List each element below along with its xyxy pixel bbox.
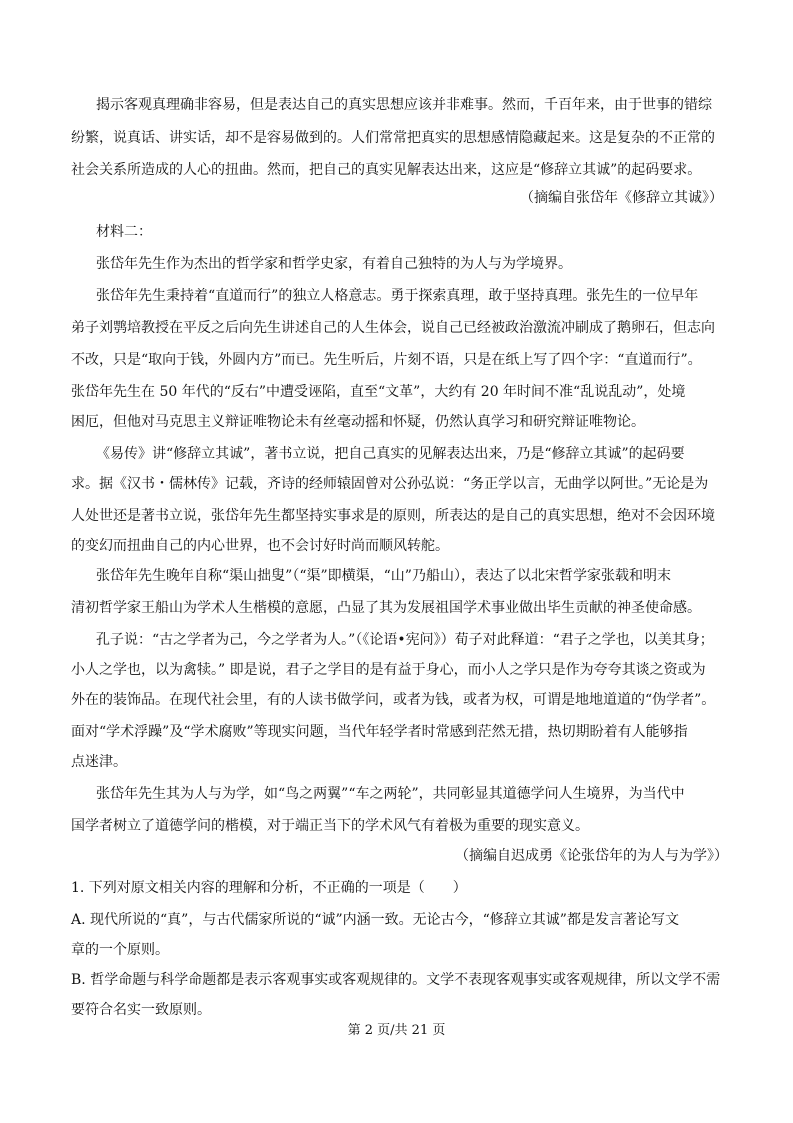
option-a: A. 现代所说的“真”，与古代儒家所说的“诚”内涵一致。无论古今，“修辞立其诚”都是发言著论写文 [71,912,679,928]
source-citation: （摘编自迟成勇《论张岱年的为人与为学》） [455,848,728,864]
text-line: 困厄，但他对马克思主义辩证唯物论未有丝毫动摇和怀疑，仍然认真学习和研究辩证唯物论。 [71,414,645,430]
text-line: 点迷津。 [71,754,127,770]
text-line: 外在的装饰品。在现代社会里，有的人读书做学问，或者为钱，或者为权，可谓是地地道道的“伪学者”。 [71,692,716,708]
text-line: 清初哲学家王船山为学术人生楷模的意愿，凸显了其为发展祖国学术事业做出毕生贡献的神圣使命感。 [71,600,701,616]
text-line: 张岱年先生秉持着“直道而行”的独立人格意志。勇于探索真理，敢于坚持真理。张先生的一位早年 [96,288,699,304]
text-line: 国学者树立了道德学问的楷模，对于端正当下的学术风气有着极为重要的现实意义。 [71,818,589,834]
text-line: 张岱年先生晚年自称“渠山拙叟”（“渠”即横渠，“山”乃船山），表达了以北宋哲学家张载和明末 [96,568,671,584]
text-line: 孔子说：“古之学者为己，今之学者为人。”（《论语•宪问》）荀子对此释道：“君子之学也，以美其身； [96,632,714,648]
text-line: 社会关系所造成的人心的扭曲。然而，把自己的真实见解表达出来，这应是“修辞立其诚”的起码要求。 [71,162,702,178]
text-line: 小人之学也，以为禽犊。” 即是说，君子之学目的是有益于身心，而小人之学只是作为夸夸其谈之资或为 [71,662,706,678]
option-a-continued: 章的一个原则。 [71,942,169,958]
question-stem: 1. 下列对原文相关内容的理解和分析，不正确的一项是（ ） [71,880,467,896]
text-line: 张岱年先生作为杰出的哲学家和哲学史家，有着自己独特的为人与为学境界。 [96,256,572,272]
text-line: 不改，只是“取向于钱，外圆内方”而已。先生听后，片刻不语，只是在纸上写了四个字：“直道而行”。 [71,352,702,368]
text-line: 人处世还是著书立说，张岱年先生都坚持实事求是的原则，所表达的是自己的真实思想，绝对不会因环境 [71,508,715,524]
text-line: 张岱年先生其为人与为学，如“鸟之两翼”“车之两轮”，共同彰显其道德学问人生境界，为当代中 [96,786,685,802]
text-line: 张岱年先生在 50 年代的“反右”中遭受诬陷，直至“文革”，大约有 20 年时间不准“乱说乱动”，处境 [71,384,686,400]
section-heading: 材料二： [96,224,152,240]
text-line: 的变幻而扭曲自己的内心世界，也不会讨好时尚而顺风转舵。 [71,538,449,554]
text-line: 弟子刘鹗培教授在平反之后向先生讲述自己的人生体会，说自己已经被政治激流冲刷成了鹅卵石，但志向 [71,320,715,336]
source-citation: （摘编自张岱年《修辞立其诚》） [520,190,723,206]
text-line: 面对“学术浮躁”及“学术腐败”等现实问题，当代年轻学者时常感到茫然无措，热切期盼着有人能够指 [71,724,688,740]
text-line: 纷繁，说真话、讲实话，却不是容易做到的。人们常常把真实的思想感情隐藏起来。这是复杂的不正常的 [71,130,715,146]
text-line: 求。据《汉书・儒林传》记载，齐诗的经师辕固曾对公孙弘说：“务正学以言，无曲学以阿世。”无论是为 [71,476,709,492]
text-line: 揭示客观真理确非容易，但是表达自己的真实思想应该并非难事。然而，千百年来，由于世事的错综 [96,97,712,113]
option-b: B. 哲学命题与科学命题都是表示客观事实或客观规律的。文学不表现客观事实或客观规律，所以文学不需 [71,972,721,988]
page-footer: 第 2 页/共 21 页 [347,1023,446,1038]
text-line: 《易传》讲“修辞立其诚”，著书立说，把自己真实的见解表达出来，乃是“修辞立其诚”的起码要 [96,446,685,462]
option-b-continued: 要符合名实一致原则。 [71,1002,211,1018]
